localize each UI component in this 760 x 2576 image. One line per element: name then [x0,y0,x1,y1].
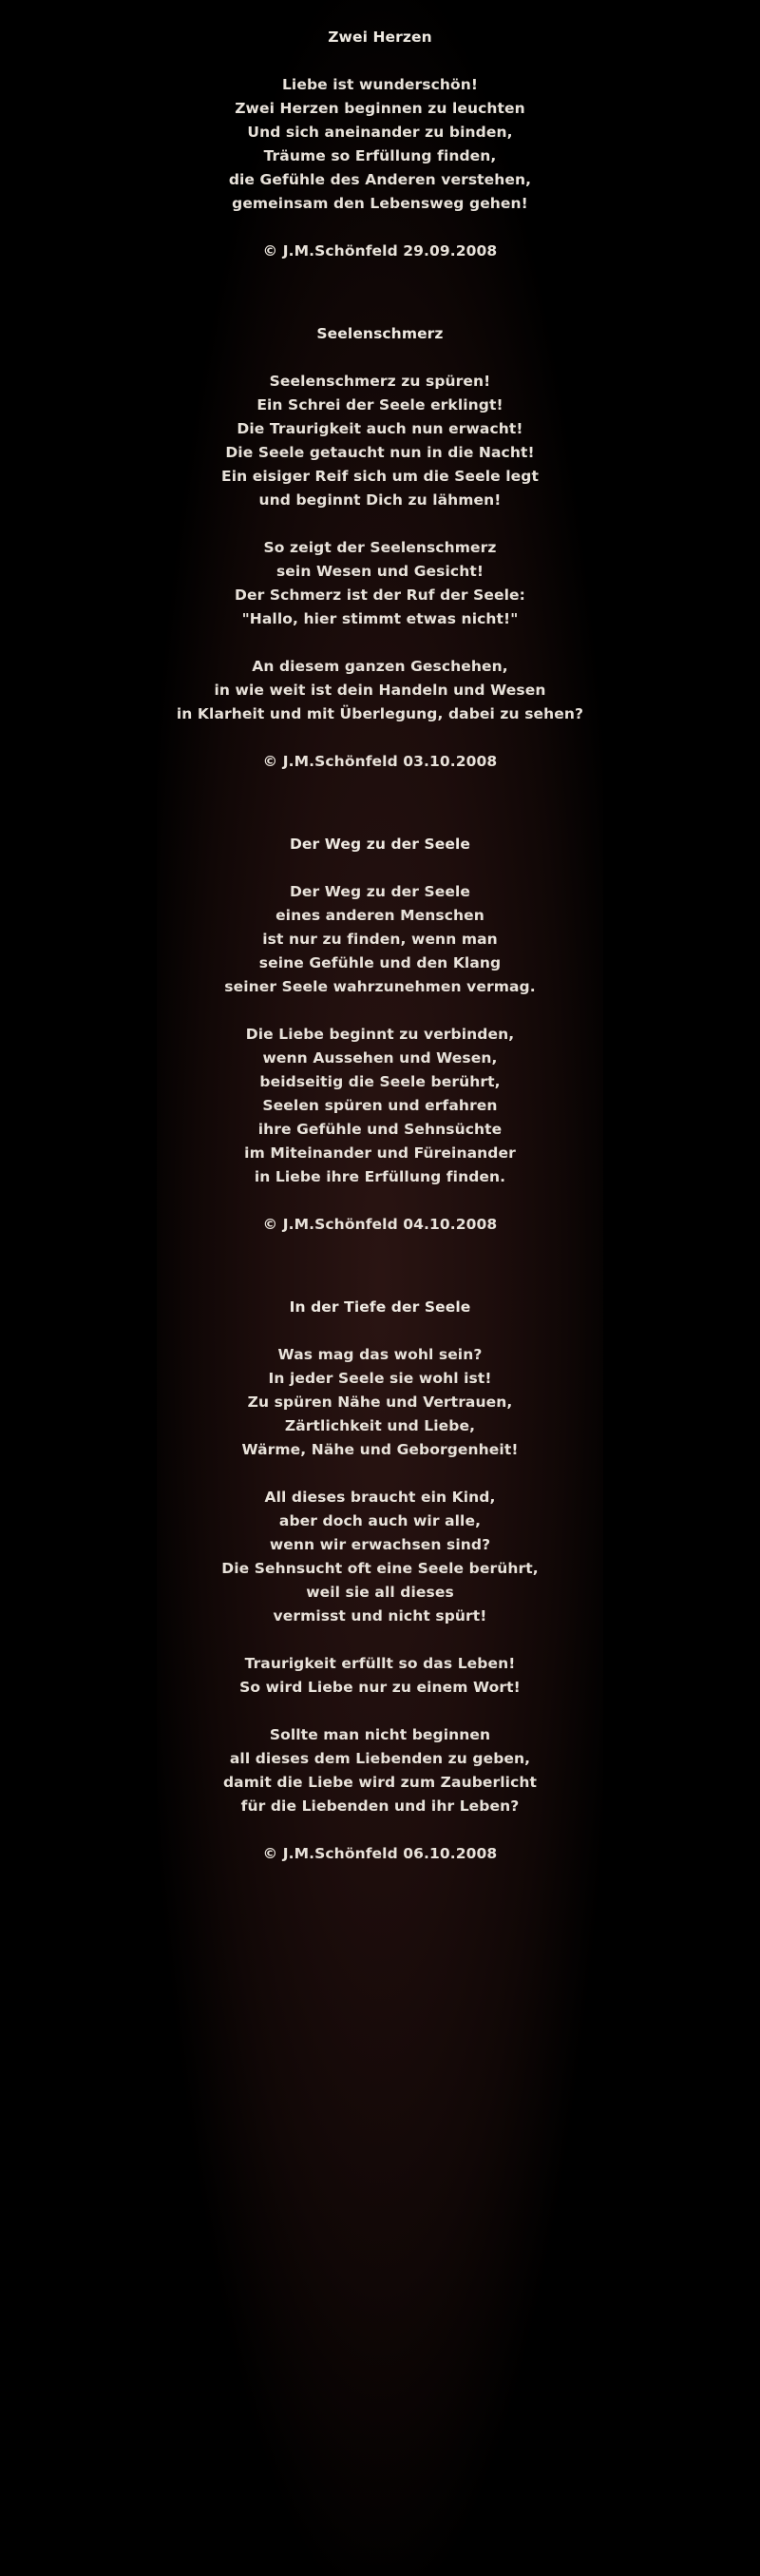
poem-line: gemeinsam den Lebensweg gehen! [232,195,528,212]
spacer [157,856,603,880]
stanza [157,655,603,726]
stanza [157,1343,603,1462]
spacer [157,1237,603,1296]
poem-line: aber doch auch wir alle, [278,1512,482,1529]
stanza [157,1723,603,1818]
poem-title: Zwei Herzen [328,29,432,46]
stanza [157,1486,603,1628]
top-spacer [157,0,603,26]
poem-line: eines anderen Menschen [276,907,484,924]
poem-line: in Klarheit und mit Überlegung, dabei zu sehen? [176,705,584,722]
poem-line: An diesem ganzen Geschehen, [252,658,508,675]
poem-line: Der Weg zu der Seele [289,883,471,900]
spacer [157,1628,603,1652]
stanza [157,1652,603,1700]
poem-line: Träume so Erfüllung finden, [263,147,497,164]
stanza [157,536,603,631]
poem-title: Seelenschmerz [316,325,444,342]
poem-line: Zärtlichkeit und Liebe, [284,1417,476,1434]
poem [157,833,603,1237]
poem-line: sein Wesen und Gesicht! [276,563,484,580]
poem-line: im Miteinander und Füreinander [244,1144,516,1162]
poem-line: Die Traurigkeit auch nun erwacht! [237,420,523,437]
spacer [157,1189,603,1213]
spacer [157,512,603,536]
poem-line: die Gefühle des Anderen verstehen, [228,171,532,188]
spacer [157,263,603,322]
poem [157,26,603,263]
poem-line: All dieses braucht ein Kind, [264,1489,496,1506]
poem-line: Die Sehnsucht oft eine Seele berührt, [221,1560,539,1577]
poem-line: Ein eisiger Reif sich um die Seele legt [221,468,539,485]
poem-line: in wie weit ist dein Handeln und Wesen [214,682,546,699]
spacer [157,774,603,833]
poem-line: So wird Liebe nur zu einem Wort! [239,1679,521,1696]
poem-line: ist nur zu finden, wenn man [262,931,498,948]
poem-line: In jeder Seele sie wohl ist! [268,1370,492,1387]
spacer [157,726,603,750]
poem-line: für die Liebenden und ihr Leben? [240,1797,520,1815]
poem [157,1296,603,1866]
poem-line: seiner Seele wahrzunehmen vermag. [224,978,536,995]
poem-line: und beginnt Dich zu lähmen! [258,491,502,509]
poem-credit: © J.M.Schönfeld 29.09.2008 [262,242,498,260]
poem-line: vermisst und nicht spürt! [273,1607,487,1624]
stanza [157,1023,603,1189]
poem-line: Wärme, Nähe und Geborgenheit! [241,1441,519,1458]
poem-line: "Hallo, hier stimmt etwas nicht!" [241,610,519,627]
poem-line: Der Schmerz ist der Ruf der Seele: [235,586,525,604]
spacer [157,216,603,240]
spacer [157,631,603,655]
poem-line: all dieses dem Liebenden zu geben, [229,1750,531,1767]
poem-line: Zu spüren Nähe und Vertrauen, [247,1394,513,1411]
poem-credit: © J.M.Schönfeld 04.10.2008 [262,1216,498,1233]
spacer [157,1700,603,1723]
poem-line: Sollte man nicht beginnen [269,1726,491,1743]
stanza [157,370,603,512]
poem-line: Liebe ist wunderschön! [281,76,479,93]
poem-line: weil sie all dieses [306,1584,454,1601]
poem-line: Zwei Herzen beginnen zu leuchten [235,100,525,117]
poem-title: Der Weg zu der Seele [289,836,471,853]
poem-line: Seelenschmerz zu spüren! [269,373,491,390]
stanza [157,880,603,999]
stanza [157,73,603,216]
spacer [157,1818,603,1842]
spacer [157,346,603,370]
poem-line: wenn Aussehen und Wesen, [262,1049,498,1067]
spacer [157,1319,603,1343]
poem-line: seine Gefühle und den Klang [258,954,502,971]
poem-line: So zeigt der Seelenschmerz [263,539,497,556]
poem-line: Und sich aneinander zu binden, [247,124,513,141]
poem-line: Die Seele getaucht nun in die Nacht! [225,444,535,461]
poem-line: Traurigkeit erfüllt so das Leben! [244,1655,516,1672]
poem-line: Ein Schrei der Seele erklingt! [256,396,504,413]
poem [157,322,603,774]
poem-line: Was mag das wohl sein? [277,1346,483,1363]
poem-line: beidseitig die Seele berührt, [259,1073,501,1090]
poem-line: ihre Gefühle und Sehnsüchte [257,1121,503,1138]
spacer [157,999,603,1023]
poem-line: in Liebe ihre Erfüllung finden. [254,1168,506,1185]
spacer [157,1462,603,1486]
poem-line: damit die Liebe wird zum Zauberlicht [222,1774,538,1791]
poem-title: In der Tiefe der Seele [289,1298,471,1316]
poem-line: wenn wir erwachsen sind? [269,1536,491,1553]
poem-credit: © J.M.Schönfeld 03.10.2008 [262,753,498,770]
poem-line: Die Liebe beginnt zu verbinden, [245,1026,515,1043]
spacer [157,49,603,73]
poem-collection [157,0,603,2576]
poem-credit: © J.M.Schönfeld 06.10.2008 [262,1845,498,1862]
poem-line: Seelen spüren und erfahren [262,1097,498,1114]
